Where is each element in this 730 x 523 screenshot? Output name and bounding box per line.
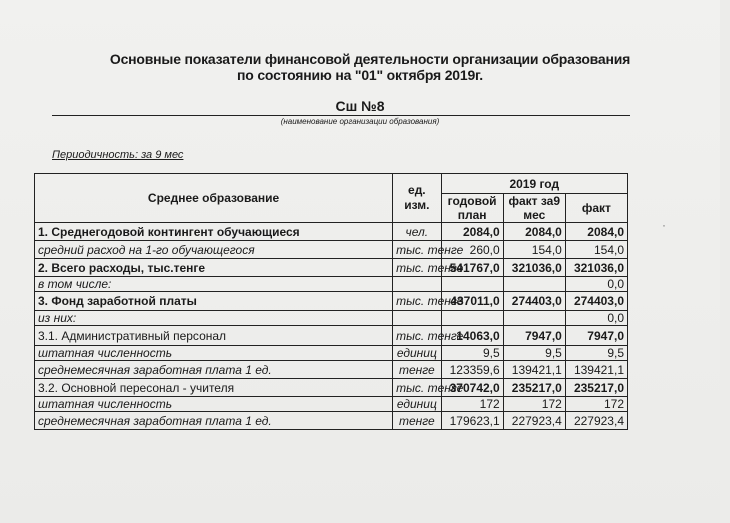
row-plan: [441, 311, 503, 326]
row-unit: тенге: [393, 412, 441, 430]
row-plan: 179623,1: [441, 412, 503, 430]
row-name: штатная численность: [35, 346, 393, 361]
row-fact9: [503, 277, 565, 292]
table-row: [35, 277, 628, 292]
table-row: [35, 326, 628, 346]
row-fact9: 154,0: [503, 241, 565, 259]
row-fact9: 172: [503, 397, 565, 412]
row-fact9: 2084,0: [503, 223, 565, 241]
org-name-note: (наименование организации образования): [280, 117, 440, 126]
row-name: среднемесячная заработная плата 1 ед.: [35, 412, 393, 430]
document-title-line1: Основные показатели финансовой деятельности организации образования: [109, 51, 631, 67]
row-unit: тенге: [393, 361, 441, 379]
row-fact: 235217,0: [565, 379, 627, 397]
row-unit: тыс. тенге: [393, 379, 441, 397]
table-row: [35, 292, 628, 311]
row-unit: тыс. тенге: [393, 326, 441, 346]
row-unit: единиц: [393, 397, 441, 412]
row-fact: 2084,0: [565, 223, 627, 241]
financial-indicators-table: [34, 173, 628, 430]
header-year: 2019 год: [441, 174, 627, 194]
row-unit: тыс. тенге: [393, 259, 441, 277]
row-fact: 0,0: [565, 311, 627, 326]
header-section: Среднее образование: [35, 174, 393, 223]
row-plan: 123359,6: [441, 361, 503, 379]
row-plan: 437011,0: [441, 292, 503, 311]
row-fact9: 139421,1: [503, 361, 565, 379]
row-plan: 370742,0: [441, 379, 503, 397]
row-plan: 172: [441, 397, 503, 412]
row-plan: 9,5: [441, 346, 503, 361]
table-row: [35, 259, 628, 277]
row-fact9: 7947,0: [503, 326, 565, 346]
row-plan: [441, 277, 503, 292]
row-fact: 154,0: [565, 241, 627, 259]
row-fact: 321036,0: [565, 259, 627, 277]
row-fact9: 9,5: [503, 346, 565, 361]
row-name: среднемесячная заработная плата 1 ед.: [35, 361, 393, 379]
row-fact9: [503, 311, 565, 326]
table-row: [35, 223, 628, 241]
header-plan: годовой план: [441, 194, 503, 223]
row-fact: 139421,1: [565, 361, 627, 379]
row-unit: [393, 277, 441, 292]
row-name: 3.1. Административный персонал: [35, 326, 393, 346]
row-name: 3. Фонд заработной платы: [35, 292, 393, 311]
row-plan: 2084,0: [441, 223, 503, 241]
row-plan: 541767,0: [441, 259, 503, 277]
periodicity: Периодичность: за 9 мес: [52, 149, 184, 161]
row-name: в том числе:: [35, 277, 393, 292]
row-name: 2. Всего расходы, тыс.тенге: [35, 259, 393, 277]
row-fact: 7947,0: [565, 326, 627, 346]
row-unit: [393, 311, 441, 326]
row-fact: 9,5: [565, 346, 627, 361]
row-unit: тыс. тенге: [393, 241, 441, 259]
org-name-underline: [52, 115, 630, 116]
table-row: [35, 361, 628, 379]
header-unit: ед. изм.: [393, 174, 441, 223]
row-fact9: 227923,4: [503, 412, 565, 430]
row-name: средний расход на 1-го обучающегося: [35, 241, 393, 259]
document-title-line2: по состоянию на "01" октября 2019г.: [237, 67, 483, 83]
row-fact: 172: [565, 397, 627, 412]
table-row: [35, 379, 628, 397]
org-name: Сш №8: [335, 98, 385, 114]
table-row: [35, 241, 628, 259]
row-unit: тыс. тенге: [393, 292, 441, 311]
row-plan: 14063,0: [441, 326, 503, 346]
row-unit: единиц: [393, 346, 441, 361]
row-fact: 0,0: [565, 277, 627, 292]
row-fact: 274403,0: [565, 292, 627, 311]
row-name: 3.2. Основной пересонал - учителя: [35, 379, 393, 397]
row-plan: 260,0: [441, 241, 503, 259]
stray-mark: ·: [662, 218, 666, 232]
row-name: штатная численность: [35, 397, 393, 412]
row-fact9: 235217,0: [503, 379, 565, 397]
row-name: 1. Среднегодовой контингент обучающиеся: [35, 223, 393, 241]
row-fact9: 274403,0: [503, 292, 565, 311]
row-unit: чел.: [393, 223, 441, 241]
table-row: [35, 311, 628, 326]
table-row: [35, 412, 628, 430]
row-fact9: 321036,0: [503, 259, 565, 277]
row-name: из них:: [35, 311, 393, 326]
header-fact9: факт за9 мес: [503, 194, 565, 223]
row-fact: 227923,4: [565, 412, 627, 430]
table-row: [35, 346, 628, 361]
table-row: [35, 397, 628, 412]
header-fact: факт: [565, 194, 627, 223]
